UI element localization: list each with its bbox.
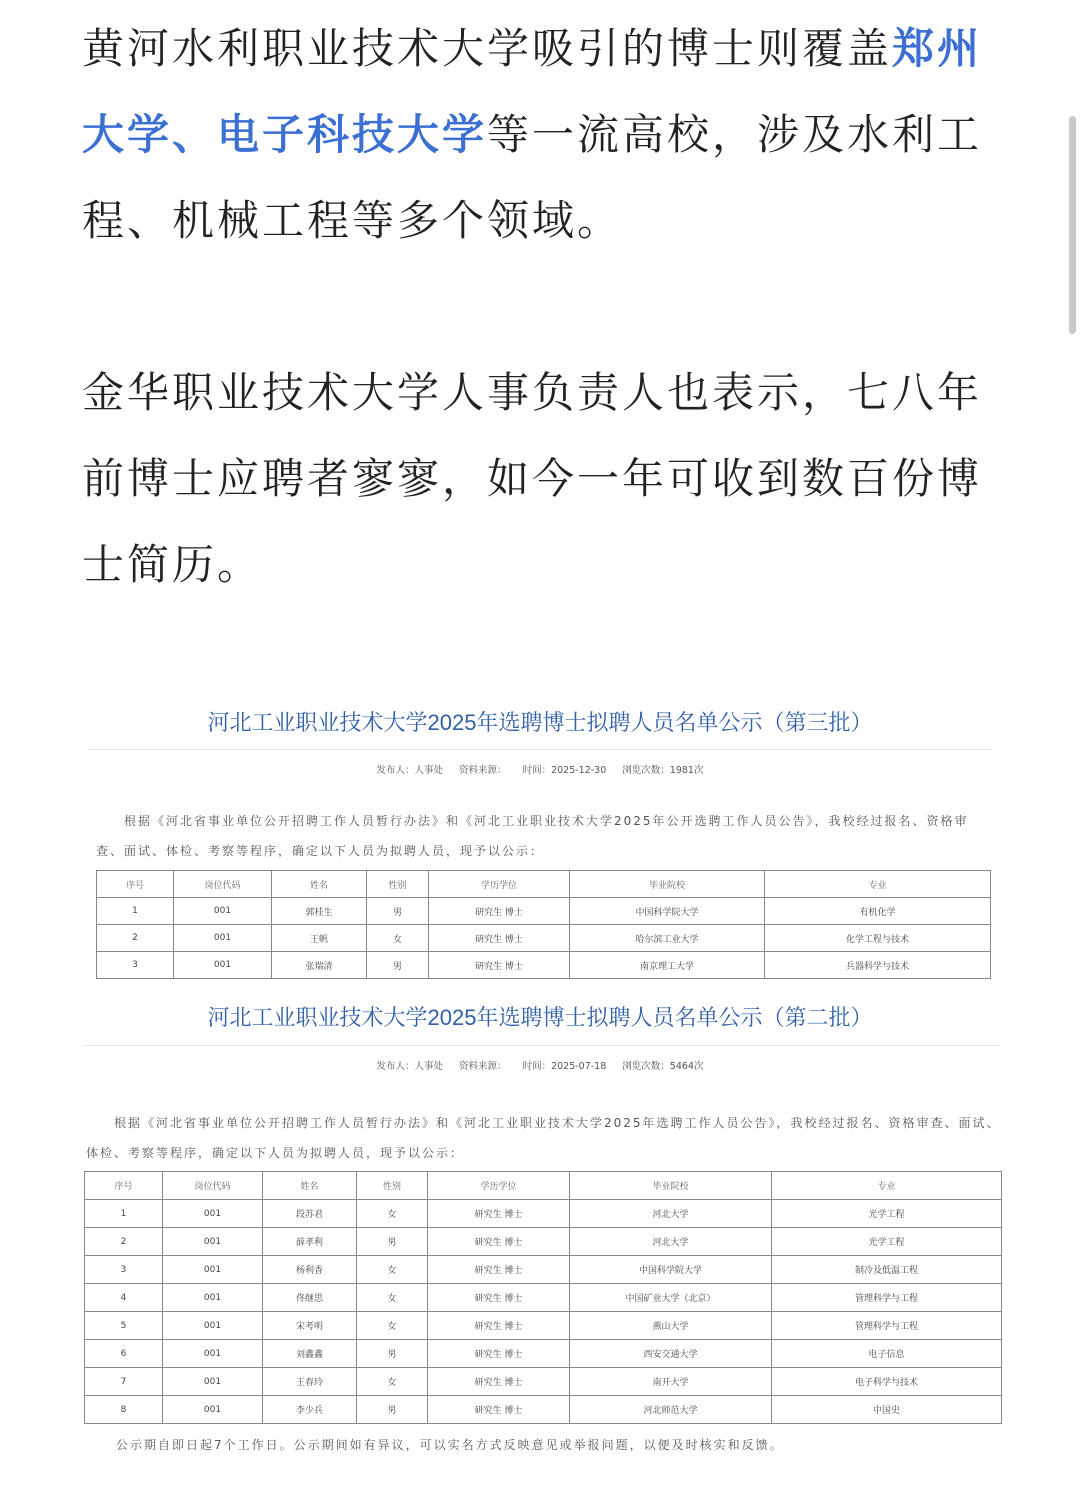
table-cell: 研究生 博士 [428, 1312, 570, 1340]
table-cell: 光学工程 [772, 1228, 1002, 1256]
table-cell: 研究生 博士 [428, 1368, 570, 1396]
notice3-header-cell: 专业 [765, 871, 991, 898]
notice2-source: 资料来源： [459, 1061, 507, 1072]
table-cell: 男 [357, 1396, 428, 1424]
table-cell: 研究生 博士 [428, 1340, 570, 1368]
p1-text-after: 等一流高校，涉及水利工程、机械工程等多个领域。 [82, 110, 983, 245]
table-cell: 3 [85, 1256, 163, 1284]
notice3-views: 浏览次数：1981次 [622, 765, 704, 776]
notice3-header-row [97, 871, 991, 898]
table-cell: 张瑞清 [272, 952, 367, 979]
table-cell: 6 [85, 1340, 163, 1368]
notice3-header-cell: 序号 [97, 871, 174, 898]
table-cell: 河北大学 [570, 1228, 772, 1256]
table-row [85, 1340, 1002, 1368]
table-cell: 中国史 [772, 1396, 1002, 1424]
table-cell: 中国科学院大学 [570, 898, 765, 925]
table-cell: 中国科学院大学 [570, 1256, 772, 1284]
table-row [97, 952, 991, 979]
table-cell: 5 [85, 1312, 163, 1340]
notice3-header-cell: 毕业院校 [570, 871, 765, 898]
table-cell: 郭桂生 [272, 898, 367, 925]
table-cell: 管理科学与工程 [772, 1312, 1002, 1340]
table-cell: 001 [163, 1256, 263, 1284]
notice2-header-cell: 岗位代码 [163, 1172, 263, 1200]
notice3-title-rule [88, 749, 992, 750]
p1-text-before: 黄河水利职业技术大学吸引的博士则覆盖 [82, 24, 893, 73]
table-cell: 4 [85, 1284, 163, 1312]
table-cell: 001 [174, 952, 272, 979]
table-cell: 001 [163, 1284, 263, 1312]
table-cell: 研究生 博士 [428, 1256, 570, 1284]
table-cell: 研究生 博士 [429, 952, 570, 979]
table-cell: 研究生 博士 [428, 1396, 570, 1424]
notice3-meta [0, 762, 1080, 776]
table-cell: 电子科学与技术 [772, 1368, 1002, 1396]
table-row [85, 1284, 1002, 1312]
table-cell: 1 [85, 1200, 163, 1228]
table-cell: 2 [97, 925, 174, 952]
p1-highlight-universities: 郑州大学、电子科技大学 [82, 24, 983, 159]
table-cell: 001 [174, 898, 272, 925]
table-cell: 研究生 博士 [429, 925, 570, 952]
table-cell: 1 [97, 898, 174, 925]
table-cell: 001 [163, 1368, 263, 1396]
table-row [85, 1396, 1002, 1424]
table-cell: 杨利香 [263, 1256, 357, 1284]
table-row [85, 1228, 1002, 1256]
notice2-publisher: 发布人：人事处 [376, 1061, 444, 1072]
notice2-header-cell: 性别 [357, 1172, 428, 1200]
table-cell: 2 [85, 1228, 163, 1256]
table-cell: 哈尔滨工业大学 [570, 925, 765, 952]
table-cell: 燕山大学 [570, 1312, 772, 1340]
table-cell: 管理科学与工程 [772, 1284, 1002, 1312]
table-cell: 研究生 博士 [428, 1228, 570, 1256]
notice3-header-cell: 性别 [367, 871, 429, 898]
table-cell: 女 [357, 1312, 428, 1340]
notice3-intro: 根据《河北省事业单位公开招聘工作人员暂行办法》和《河北工业职业技术大学2025年公开选聘工作人员公告》，我校经过报名、资格审查、面试、体检、考察等程序，确定以下人员为拟聘人员，现予以公示： [96, 814, 969, 858]
notice2-table [84, 1171, 1002, 1424]
table-cell: 3 [97, 952, 174, 979]
table-row [85, 1200, 1002, 1228]
table-cell: 南京理工大学 [570, 952, 765, 979]
table-cell: 南开大学 [570, 1368, 772, 1396]
table-cell: 王春玲 [263, 1368, 357, 1396]
table-cell: 制冷及低温工程 [772, 1256, 1002, 1284]
table-cell: 7 [85, 1368, 163, 1396]
table-cell: 001 [163, 1312, 263, 1340]
notice2-title-rule [84, 1045, 1000, 1046]
table-cell: 中国矿业大学（北京） [570, 1284, 772, 1312]
table-row [97, 925, 991, 952]
table-row [85, 1368, 1002, 1396]
table-cell: 河北大学 [570, 1200, 772, 1228]
table-cell: 宋考明 [263, 1312, 357, 1340]
notice2-intro: 根据《河北省事业单位公开招聘工作人员暂行办法》和《河北工业职业技术大学2025年选聘工作人员公告》，我校经过报名、资格审查、面试、体检、考察等程序，确定以下人员为拟聘人员，现予以公示： [86, 1116, 1001, 1160]
table-cell: 佟继思 [263, 1284, 357, 1312]
notice2-time: 时间：2025-07-18 [522, 1061, 607, 1072]
table-cell: 刘鑫鑫 [263, 1340, 357, 1368]
notice2-views: 浏览次数：5464次 [622, 1061, 704, 1072]
table-cell: 薛孝利 [263, 1228, 357, 1256]
table-row [85, 1256, 1002, 1284]
notice2-footer-note: 公示期自即日起7个工作日。公示期间如有异议，可以实名方式反映意见或举报问题，以便及时核实和反馈。 [116, 1438, 784, 1452]
notice2-header-cell: 毕业院校 [570, 1172, 772, 1200]
notice2-header-cell: 学历学位 [428, 1172, 570, 1200]
notice3-table [96, 870, 991, 979]
table-cell: 001 [163, 1396, 263, 1424]
notice2-meta [0, 1058, 1080, 1072]
notice2-title: 河北工业职业技术大学2025年选聘博士拟聘人员名单公示（第二批） [207, 1005, 873, 1030]
table-cell: 001 [163, 1228, 263, 1256]
notice2-header-cell: 序号 [85, 1172, 163, 1200]
article-paragraph-2: 金华职业技术大学人事负责人也表示，七八年前博士应聘者寥寥，如今一年可收到数百份博士简历。 [82, 368, 983, 589]
notice2-header-cell: 姓名 [263, 1172, 357, 1200]
table-cell: 女 [357, 1200, 428, 1228]
notice3-header-cell: 岗位代码 [174, 871, 272, 898]
notice2-header-cell: 专业 [772, 1172, 1002, 1200]
table-cell: 女 [357, 1284, 428, 1312]
table-cell: 男 [367, 952, 429, 979]
article-paragraph-1 [82, 6, 1002, 264]
table-cell: 李少兵 [263, 1396, 357, 1424]
scrollbar-thumb[interactable] [1069, 116, 1076, 334]
table-cell: 研究生 博士 [428, 1284, 570, 1312]
table-cell: 电子信息 [772, 1340, 1002, 1368]
table-cell: 001 [163, 1340, 263, 1368]
table-cell: 001 [163, 1200, 263, 1228]
notice2-header-row [85, 1172, 1002, 1200]
table-cell: 西安交通大学 [570, 1340, 772, 1368]
table-row [85, 1312, 1002, 1340]
table-cell: 8 [85, 1396, 163, 1424]
table-cell: 兵器科学与技术 [765, 952, 991, 979]
notice3-title: 河北工业职业技术大学2025年选聘博士拟聘人员名单公示（第三批） [207, 710, 873, 735]
notice3-time: 时间：2025-12-30 [522, 765, 607, 776]
table-cell: 河北师范大学 [570, 1396, 772, 1424]
table-cell: 化学工程与技术 [765, 925, 991, 952]
table-cell: 研究生 博士 [429, 898, 570, 925]
table-cell: 光学工程 [772, 1200, 1002, 1228]
notice3-header-cell: 姓名 [272, 871, 367, 898]
table-cell: 段苏君 [263, 1200, 357, 1228]
notice3-header-cell: 学历学位 [429, 871, 570, 898]
table-row [97, 898, 991, 925]
table-cell: 男 [367, 898, 429, 925]
table-cell: 女 [357, 1256, 428, 1284]
table-cell: 女 [357, 1368, 428, 1396]
table-cell: 有机化学 [765, 898, 991, 925]
table-cell: 男 [357, 1228, 428, 1256]
notice3-publisher: 发布人：人事处 [376, 765, 444, 776]
table-cell: 女 [367, 925, 429, 952]
table-cell: 001 [174, 925, 272, 952]
table-cell: 研究生 博士 [428, 1200, 570, 1228]
table-cell: 王帆 [272, 925, 367, 952]
notice3-source: 资料来源： [459, 765, 507, 776]
table-cell: 男 [357, 1340, 428, 1368]
